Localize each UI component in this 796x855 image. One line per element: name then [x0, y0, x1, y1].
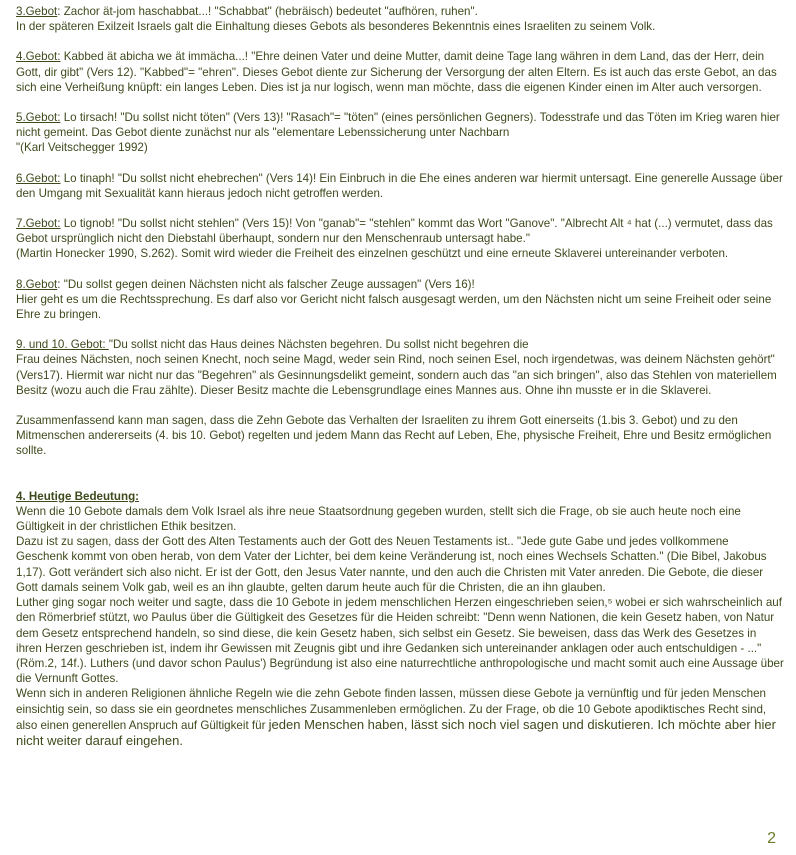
text-gebot-6: Lo tinaph! "Du sollst nicht ehebrechen" (Vers 14)! Ein Einbruch in die Ehe eines anderen war hiermit untersagt. Eine generelle Aussage über den Umgang mit Sexualität kann hieraus jedoch nicht getroffen werden. [16, 171, 783, 200]
section-body-text: Wenn die 10 Gebote damals dem Volk Israel als ihre neue Staatsordnung gegeben wurden, stellt sich die Frage, ob sie auch heute noch eine Gültigkeit in der christlichen Ethik besitzen. Dazu ist zu sagen, dass der Gott des Alten Testaments auch der Gott des Neuen Testaments ist.. "Jede gute Gabe und jedes vollkommene Geschenk kommt von oben herab, von dem Vater der Lichter, bei dem keine Veränderung ist, noch eines Wechsels Schatten." (Die Bibel, Jakobus 1,17). Gott verändert sich also nicht. Er ist der Gott, den Jesus Vater nannte, und den auch die Christen mit Vater anreden. Die Gebote, die dieser Gott damals seinem Volk gab, weil es an ihn glaubte, gelten darum heute auch für die Christen, die an ihn glauben. Luther ging sogar noch weiter und sagte, dass die 10 Gebote in jedem menschlichen Herzen eingeschrieben seien,⁵ wobei er sich wahrscheinlich auf den Römerbrief stützt, wo Paulus über die Gültigkeit des Gesetzes für die Heiden schreibt: "Denn wenn Nationen, die kein Gesetz haben, von Natur dem Gesetz entsprechend handeln, so sind diese, die kein Gesetz haben, sich selbst ein Gesetz. Sie beweisen, dass das Werk des Gesetzes in ihren Herzen geschrieben ist, indem ihr Gewissen mit Zeugnis gibt und ihre Gedanken sich untereinander anklagen oder auch entschuldigen - ..." (Röm.2, 14f.). Luthers (und davor schon Paulus') Begründung ist also eine naturrechtliche anthropologische und macht somit auch eine Aussage über die Vernunft Gottes. Wenn sich in anderen Religionen ähnliche Regeln wie die zehn Gebote finden lassen, müssen diese Gebote ja vernünftig und für jeden Menschen einsichtig sein, so dass sie ein geordnetes menschliches Zusammenleben ermöglichen. Zu der Frage, ob die 10 Gebote apodiktisches Recht sind, also einen generellen Anspruch auf Gültigkeit für [16, 504, 784, 732]
text-gebot-7: Lo tignob! "Du sollst nicht stehlen" (Vers 15)! Von "ganab"= "stehlen" kommt das Wort "Ganove". "Albrecht Alt ⁴ hat (...) vermutet, dass das Gebot ursprünglich nicht den Diebstahl überhaupt, sondern nur den Menschenraub untersagt habe." (Martin Honecker 1990, S.262). Somit wird wieder die Freiheit des einzelnen geschützt und eine erneute Sklaverei untereinander verboten. [16, 217, 773, 261]
heading-gebot-4: 4.Gebot: [16, 50, 61, 64]
paragraph-gebot-6 [16, 171, 784, 201]
paragraph-gebot-9-10 [16, 337, 784, 398]
text-gebot-3: : Zachor ät-jom haschabbat...! "Schabbat" (hebräisch) bedeutet "aufhören, ruhen". In der späteren Exilzeit Israels galt die Einhaltung dieses Gebots als besonderes Bekenntnis eines Israeliten zu seinem Volk. [16, 5, 656, 34]
text-gebot-5: Lo tirsach! "Du sollst nicht töten" (Vers 13)! "Rasach"= "töten" (eines persönlichen Gegners). Todesstrafe und das Töten im Krieg waren hier nicht gemeint. Das Gebot diente zunächst nur als "elementare Lebenssicherung unter Nachbarn "(Karl Veitschegger 1992) [16, 111, 780, 155]
paragraph-gebot-3 [16, 4, 784, 34]
text-gebot-8: : "Du sollst gegen deinen Nächsten nicht als falscher Zeuge aussagen" (Vers 16)! Hier geht es um die Rechtssprechung. Es darf also vor Gericht nicht falsch ausgesagt werden, um den Nächsten nicht um seine Freiheit oder seine Ehre zu bringen. [16, 277, 772, 322]
section-body [16, 504, 784, 749]
section-heading: 4. Heutige Bedeutung: [16, 489, 140, 503]
paragraph-gebot-7 [16, 216, 784, 262]
text-gebot-9-10: "Du sollst nicht das Haus deines Nächsten begehren. Du sollst nicht begehren die Frau deines Nächsten, noch seinen Knecht, noch seine Magd, weder sein Rind, noch seinen Esel, noch irgendetwas, was deinem Nächsten gehört" (Vers17). Hiermit war nicht nur das "Begehren" als Gesinnungsdelikt gemeint, sondern auch das "an sich bringen", also das Stehlen von materiellem Besitz (wozu auch die Frau zählte). Dieser Besitz machte die Lebensgrundlage eines Mannes aus. Ohne ihn musste er in die Sklaverei. [16, 338, 777, 397]
heading-gebot-6: 6.Gebot: [16, 171, 61, 185]
document-page [16, 4, 784, 749]
heading-gebot-9-10: 9. und 10. Gebot: [16, 338, 109, 352]
paragraph-summary [16, 413, 784, 459]
section-body-tail: jeden Menschen haben, lässt sich noch viel sagen und diskutieren. Ich möchte aber hier nicht weiter darauf eingehen. [16, 716, 776, 748]
heading-gebot-5: 5.Gebot: [16, 111, 61, 125]
heading-gebot-3: 3.Gebot [16, 5, 58, 18]
paragraph-gebot-5 [16, 110, 784, 156]
text-gebot-4: Kabbed ät abicha we ät immächa...! "Ehre deinen Vater und deine Mutter, damit deine Tage lang währen in dem Land, das der Herr, dein Gott, dir gibt" (Vers 12). "Kabbed"= "ehren". Dieses Gebot diente zur Sicherung der Versorgung der alten Eltern. Es ist auch das erste Gebot, an das sich eine Verheißung knüpft: ein langes Leben. Dies ist ja nur logisch, wenn man möchte, dass die eigenen Kinder einen im Alter auch versorgen. [16, 50, 777, 94]
text-summary: Zusammenfassend kann man sagen, dass die Zehn Gebote das Verhalten der Israeliten zu ihrem Gott einerseits (1.bis 3. Gebot) und zu den Mitmenschen andererseits (4. bis 10. Gebot) regelten und jedem Mann das Recht auf Leben, Ehe, physische Freiheit, Ehre und Besitz ermöglichen sollte. [16, 414, 772, 458]
page-number: 2 [767, 830, 776, 847]
paragraph-gebot-8 [16, 277, 784, 323]
heading-gebot-7: 7.Gebot: [16, 217, 61, 231]
heading-gebot-8: 8.Gebot [16, 277, 58, 291]
paragraph-gebot-4 [16, 49, 784, 95]
